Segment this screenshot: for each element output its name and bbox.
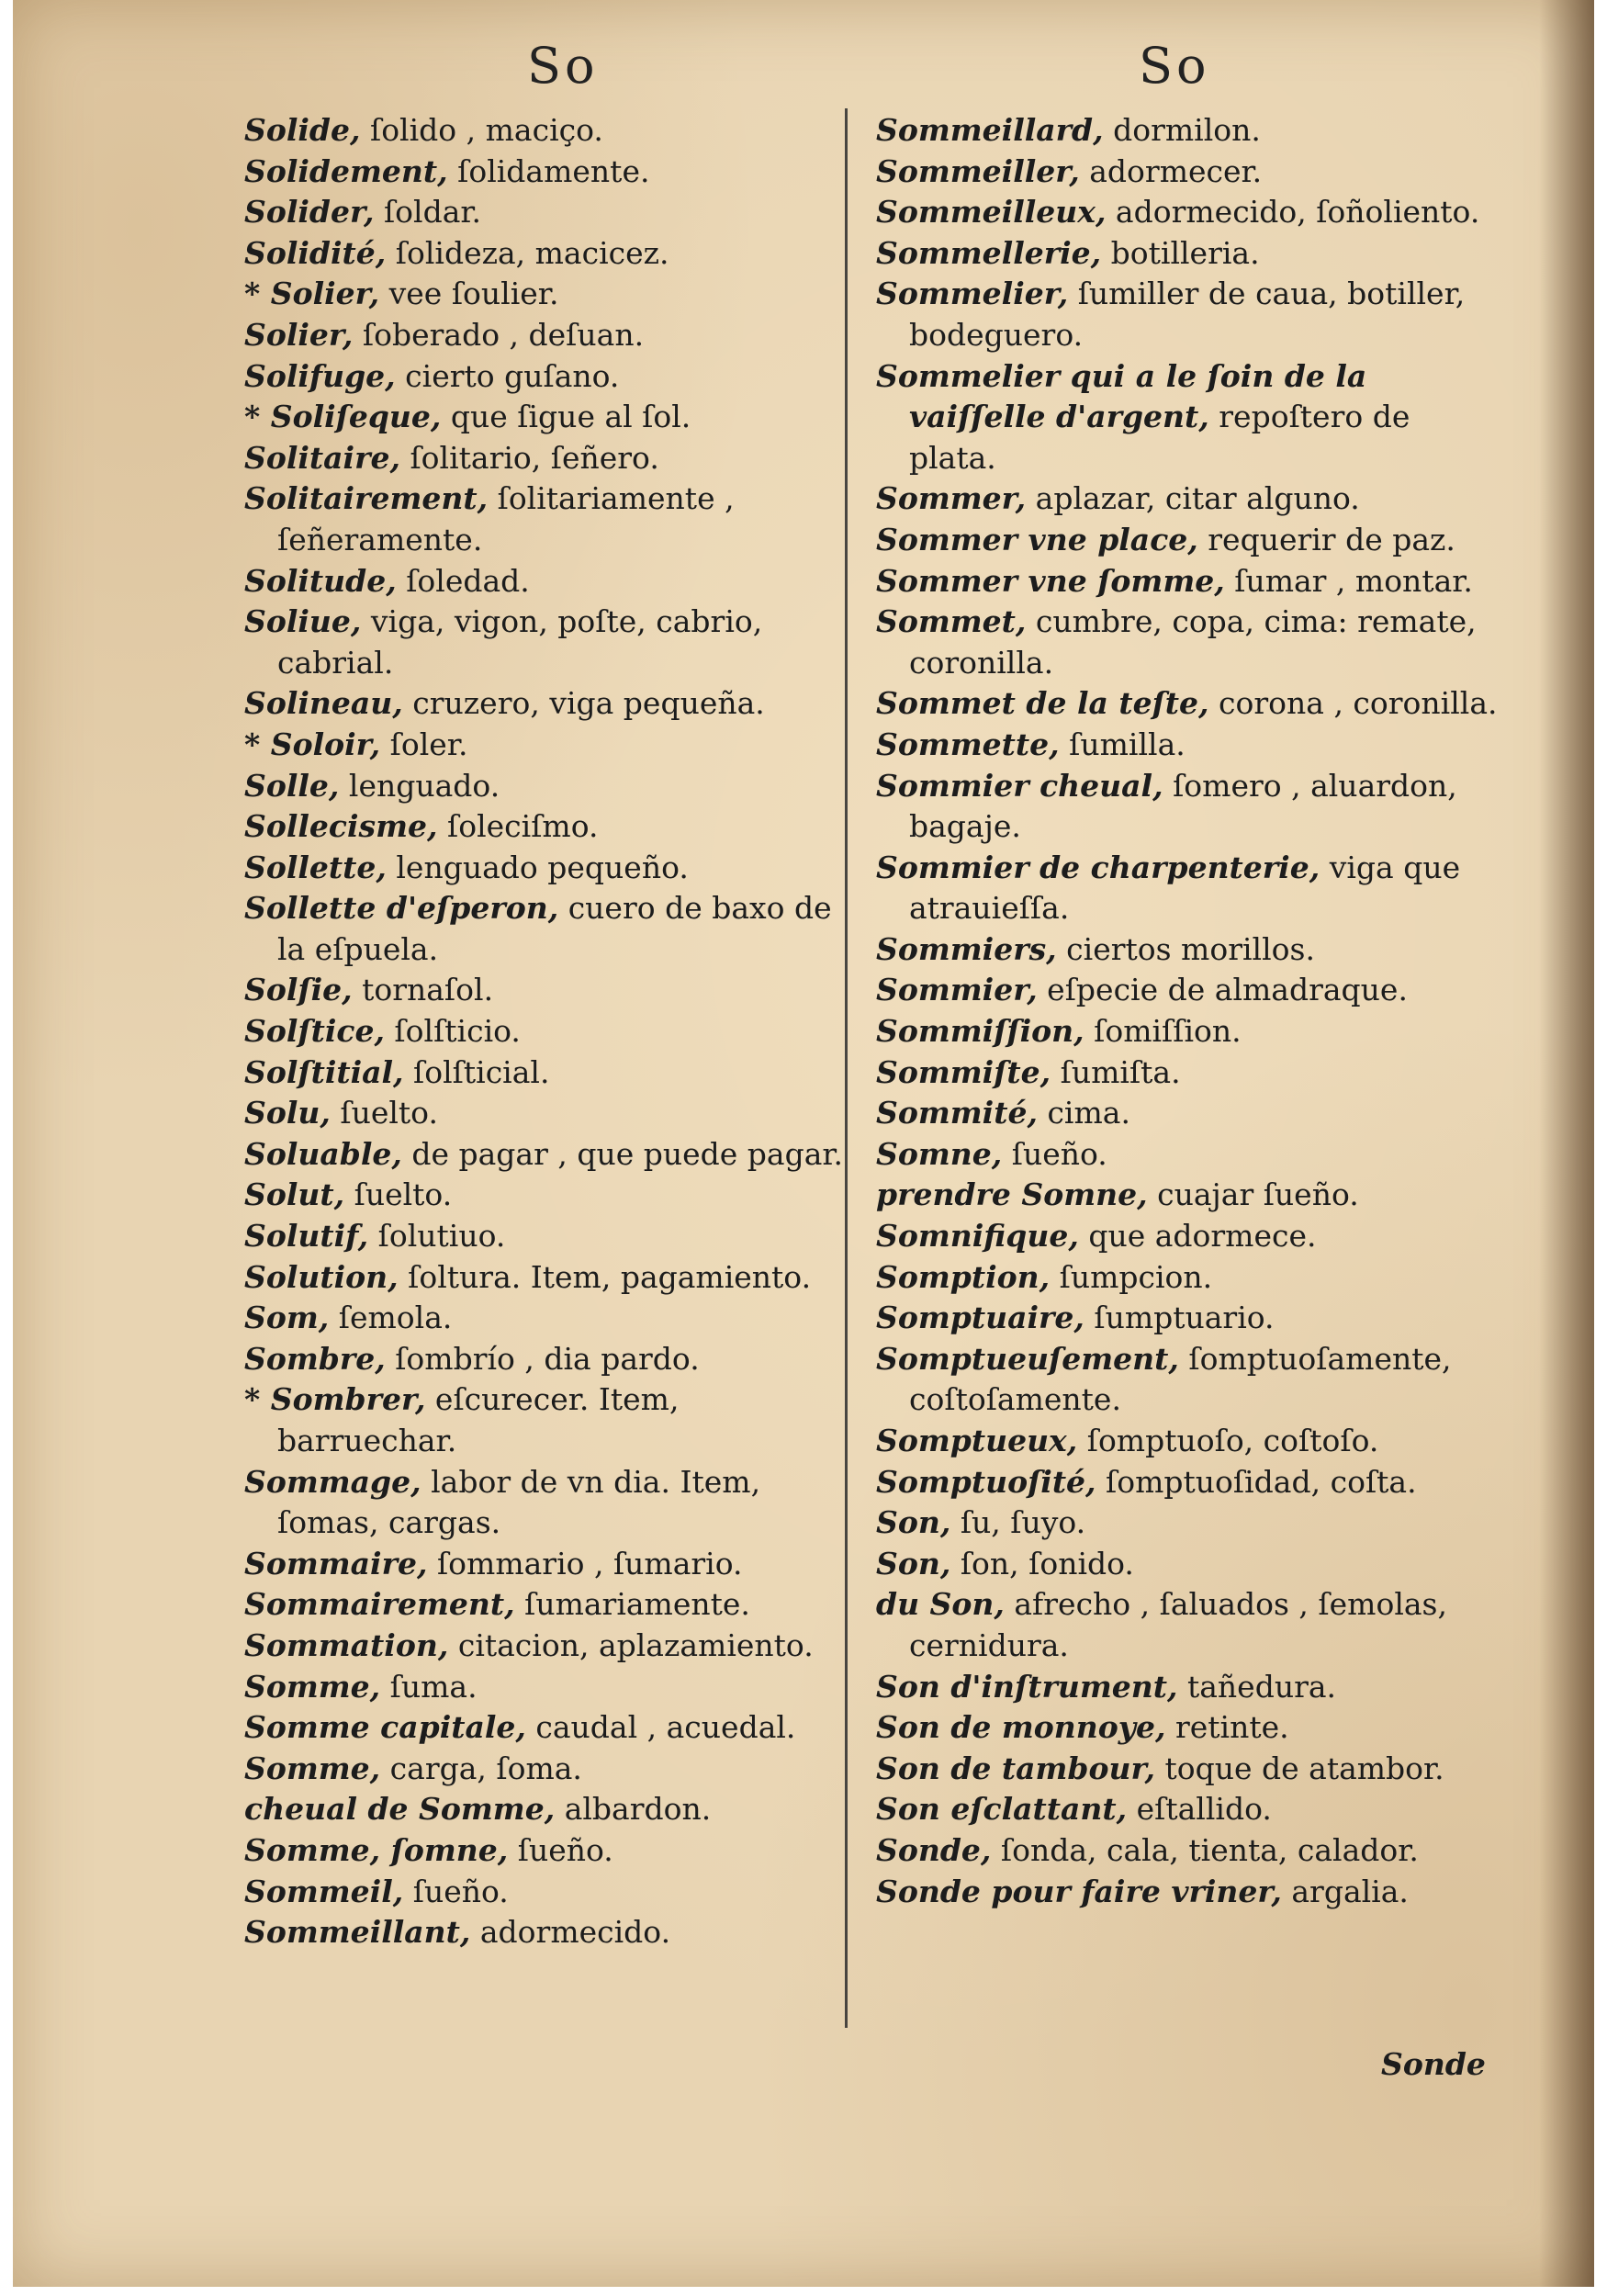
entry-definition: ſolitariamente , ſeñeramente. [277, 480, 735, 557]
dictionary-entry [244, 848, 850, 889]
entry-definition: tañedura. [1177, 1668, 1337, 1705]
entry-definition: ſuelto. [330, 1095, 438, 1131]
entry-headword: Sollecisme, [244, 808, 438, 845]
entry-definition: eſpecie de almadraque. [1037, 972, 1408, 1008]
entry-headword: Son de monnoye, [876, 1709, 1166, 1746]
entry-definition: lenguado. [339, 767, 500, 804]
entry-headword: Solifuge, [244, 357, 396, 394]
dictionary-entry [244, 1052, 850, 1094]
running-head-left: So [527, 37, 599, 95]
entry-definition: ſolutiuo. [368, 1218, 506, 1255]
entry-definition: ſoltura. Item, pagamiento. [398, 1258, 812, 1295]
entry-definition: requerir de paz. [1197, 521, 1455, 557]
dictionary-entry [876, 725, 1500, 766]
entry-headword: Somption, [876, 1258, 1051, 1295]
entry-definition: botilleria. [1101, 234, 1260, 271]
entry-headword: Sommeil, [244, 1873, 404, 1909]
entry-headword: Solitaire, [244, 439, 400, 476]
entry-headword: Sommiſte, [876, 1053, 1051, 1090]
entry-headword: Sommiſſion, [876, 1013, 1084, 1050]
entry-headword: Sommer, [876, 480, 1027, 517]
entry-headword: Son de tambour, [876, 1750, 1155, 1786]
dictionary-entry [876, 1584, 1500, 1666]
entry-definition: ſomptuoſo, coſtoſo. [1077, 1423, 1379, 1458]
dictionary-entry [876, 1298, 1500, 1339]
entry-definition: retinte. [1165, 1709, 1289, 1746]
dictionary-entry [244, 1379, 850, 1461]
entry-definition: ſonda, cala, tienta, calador. [991, 1831, 1419, 1868]
entry-headword: Sollette d'eſperon, [244, 890, 559, 927]
dictionary-entry [876, 1093, 1500, 1134]
dictionary-entry [876, 152, 1500, 193]
entry-headword: Solut, [244, 1176, 345, 1213]
entry-headword: Som, [244, 1300, 330, 1336]
entry-definition: ſommario , ſumario. [427, 1545, 743, 1581]
entry-definition: albardon. [555, 1791, 712, 1828]
entry-definition: ſomptuoſidad, coſta. [1096, 1463, 1417, 1500]
entry-definition: adormecido, ſoñoliento. [1106, 194, 1480, 231]
dictionary-entry [876, 1421, 1500, 1462]
entry-headword: Soliue, [244, 603, 362, 640]
dictionary-entry [876, 1707, 1500, 1749]
entry-headword: Solſtitial, [244, 1053, 404, 1090]
entry-headword: Solutif, [244, 1218, 369, 1255]
dictionary-entry [244, 152, 850, 193]
entry-headword: Sombre, [244, 1340, 386, 1377]
left-column [244, 110, 850, 1953]
entry-headword: Sommellerie, [876, 234, 1102, 271]
entry-definition: aplazar, citar alguno. [1026, 480, 1360, 517]
entry-headword: Solle, [244, 767, 340, 804]
dictionary-entry [876, 602, 1500, 683]
dictionary-entry [876, 233, 1500, 275]
dictionary-entry [876, 520, 1500, 561]
dictionary-entry [244, 1584, 850, 1626]
entry-definition: corona , coronilla. [1208, 685, 1498, 722]
entry-headword: Sommelier qui a le ſoin de la vaiſſelle d'argent, [876, 357, 1367, 435]
dictionary-entry [244, 233, 850, 275]
dictionary-entry [876, 848, 1500, 929]
dictionary-entry [876, 1667, 1500, 1708]
dictionary-entry [244, 397, 850, 438]
entry-headword: Son d'inſtrument, [876, 1668, 1178, 1705]
entry-definition: ſon, ſonido. [950, 1545, 1134, 1581]
dictionary-entry [876, 1175, 1500, 1216]
entry-headword: du Son, [876, 1586, 1005, 1623]
entry-definition: viga, vigon, poſte, cabrio, cabrial. [277, 603, 763, 681]
entry-headword: Sollette, [244, 849, 387, 885]
entry-headword: Somptuoſité, [876, 1463, 1096, 1500]
dictionary-entry [244, 315, 850, 356]
entry-definition: cruzero, viga pequeña. [402, 685, 765, 722]
dictionary-entry [876, 274, 1500, 355]
entry-headword: Sommier cheual, [876, 767, 1163, 804]
dictionary-entry [244, 1093, 850, 1134]
dictionary-entry [244, 110, 850, 152]
dictionary-entry [876, 1544, 1500, 1585]
entry-definition: ſumpcion. [1050, 1258, 1213, 1295]
dictionary-entry [876, 929, 1500, 971]
entry-definition: ciertos morillos. [1056, 930, 1315, 967]
catchword: Sonde [1381, 2046, 1486, 2082]
entry-definition: ſumariamente. [514, 1586, 750, 1623]
entry-headword: Somptueux, [876, 1423, 1078, 1458]
entry-definition: cumbre, copa, cima: remate, coronilla. [909, 603, 1477, 681]
entry-headword: Solineau, [244, 685, 403, 722]
entry-headword: Sommeillant, [244, 1914, 471, 1951]
entry-headword: Solider, [244, 194, 375, 231]
book-page [13, 0, 1594, 2287]
dictionary-entry [876, 1749, 1500, 1790]
entry-definition: ſolitario, ſeñero. [399, 439, 659, 476]
dictionary-entry [244, 561, 850, 602]
dictionary-entry [244, 683, 850, 725]
entry-definition: ſumilla. [1059, 726, 1186, 762]
entry-definition: ſumiſta. [1051, 1053, 1181, 1090]
dictionary-entry [876, 1462, 1500, 1503]
entry-headword: Sommité, [876, 1095, 1038, 1131]
entry-headword: Solier, [244, 316, 354, 353]
entry-headword: Sommet de la teſte, [876, 685, 1209, 722]
dictionary-entry [244, 766, 850, 807]
entry-headword: Son, [876, 1504, 951, 1541]
entry-headword: Somme capitale, [244, 1709, 526, 1746]
entry-definition: adormecido. [470, 1914, 671, 1951]
entry-headword: Solitairement, [244, 480, 489, 517]
dictionary-entry [244, 438, 850, 479]
entry-headword: Sommet, [876, 603, 1027, 640]
entry-definition: carga, ſoma. [380, 1750, 582, 1786]
entry-definition: ſumiller de caua, botiller, bodeguero. [909, 276, 1466, 353]
entry-headword: Solidité, [244, 234, 387, 271]
dictionary-entry [876, 1830, 1500, 1872]
entry-headword: Sommeillard, [876, 112, 1104, 148]
entry-definition: dormilon. [1103, 112, 1261, 148]
entry-definition: labor de vn dia. Item, ſomas, cargas. [277, 1463, 761, 1541]
entry-definition: ſuelto. [344, 1176, 453, 1213]
entry-headword: Son, [876, 1545, 951, 1581]
entry-headword: Solide, [244, 112, 361, 148]
dictionary-entry [876, 1503, 1500, 1544]
dictionary-entry [876, 192, 1500, 233]
entry-headword: Sommette, [876, 726, 1060, 762]
dictionary-entry [244, 1667, 850, 1708]
entry-definition: ſemola. [329, 1300, 453, 1336]
dictionary-entry [876, 683, 1500, 725]
entry-definition: repoſtero de plata. [909, 399, 1410, 476]
entry-headword: * Solier, [244, 276, 380, 312]
right-column [876, 110, 1500, 1912]
dictionary-entry [876, 1789, 1500, 1830]
entry-headword: Sommaire, [244, 1545, 428, 1581]
entry-headword: Soluable, [244, 1135, 402, 1172]
entry-headword: Sommelier, [876, 276, 1069, 312]
dictionary-entry [244, 1789, 850, 1830]
entry-definition: vee ſoulier. [379, 276, 559, 312]
entry-definition: afrecho , ſaluados , ſemolas, cernidura. [909, 1586, 1447, 1663]
entry-headword: Somme, [244, 1750, 381, 1786]
entry-definition: tornaſol. [352, 972, 494, 1008]
dictionary-entry [244, 1626, 850, 1667]
entry-headword: cheual de Somme, [244, 1791, 556, 1828]
entry-definition: ſolido , maciço. [360, 112, 603, 148]
entry-headword: Sommier de charpenterie, [876, 849, 1320, 885]
entry-headword: Sommage, [244, 1463, 421, 1500]
entry-definition: ſueño. [508, 1831, 613, 1868]
entry-headword: Sommer vne place, [876, 521, 1198, 557]
entry-headword: Sommeilleux, [876, 194, 1107, 231]
dictionary-entry [876, 1257, 1500, 1299]
entry-definition: ſueño. [1002, 1135, 1107, 1172]
entry-definition: ſoledad. [396, 562, 530, 599]
entry-definition: ſumptuario. [1084, 1300, 1275, 1336]
dictionary-entry [244, 1749, 850, 1790]
entry-definition: ſolſticial. [403, 1053, 550, 1090]
entry-headword: * Soloir, [244, 726, 381, 762]
dictionary-entry [876, 1216, 1500, 1257]
entry-headword: prendre Somne, [876, 1176, 1148, 1213]
entry-definition: viga que atrauieſſa. [909, 849, 1461, 927]
entry-definition: ſu, ſuyo. [950, 1504, 1086, 1541]
dictionary-entry [244, 1216, 850, 1257]
entry-definition: cierto guſano. [395, 357, 620, 394]
entry-definition: ſomptuoſamente, coſtoſamente. [909, 1340, 1452, 1418]
entry-definition: que adormece. [1078, 1218, 1317, 1255]
entry-headword: * Sombrer, [244, 1381, 426, 1418]
dictionary-entry [244, 1175, 850, 1216]
dictionary-entry [244, 192, 850, 233]
entry-headword: Sommiers, [876, 930, 1057, 967]
entry-definition: ſoberado , deſuan. [353, 316, 645, 353]
entry-definition: ſoldar. [374, 194, 482, 231]
entry-headword: Somnifique, [876, 1218, 1079, 1255]
dictionary-entry [244, 602, 850, 683]
entry-definition: ſolſticio. [384, 1013, 521, 1050]
dictionary-entry [244, 478, 850, 560]
entry-definition: lenguado pequeño. [386, 849, 689, 885]
entry-headword: * Soliſeque, [244, 399, 442, 435]
entry-headword: Sommairement, [244, 1586, 515, 1623]
entry-definition: ſombrío , dia pardo. [385, 1340, 700, 1377]
entry-definition: ſolidamente. [447, 152, 650, 189]
dictionary-entry [244, 1872, 850, 1913]
dictionary-entry [244, 1462, 850, 1544]
entry-definition: ſoler. [380, 726, 468, 762]
entry-headword: Somptueuſement, [876, 1340, 1179, 1377]
entry-definition: eſcurecer. Item, barruechar. [277, 1381, 680, 1458]
entry-headword: Sommier, [876, 972, 1038, 1008]
entry-headword: Son eſclattant, [876, 1791, 1128, 1828]
dictionary-entry [244, 725, 850, 766]
dictionary-entry [244, 1134, 850, 1176]
entry-definition: cuero de baxo de la eſpuela. [277, 890, 832, 967]
dictionary-entry [244, 1257, 850, 1299]
entry-headword: Sonde pour faire vriner, [876, 1873, 1282, 1909]
dictionary-entry [244, 806, 850, 848]
dictionary-entry [876, 1011, 1500, 1052]
dictionary-entry [244, 1298, 850, 1339]
dictionary-entry [876, 1339, 1500, 1421]
entry-definition: cuajar ſueño. [1147, 1176, 1359, 1213]
running-head-right: So [1139, 37, 1210, 95]
dictionary-entry [876, 478, 1500, 520]
dictionary-entry [244, 1011, 850, 1052]
entry-definition: ſumar , montar. [1224, 562, 1473, 599]
dictionary-entry [244, 970, 850, 1011]
entry-headword: Sommer vne ſomme, [876, 562, 1225, 599]
entry-headword: Solſtice, [244, 1013, 385, 1050]
dictionary-entry [876, 110, 1500, 152]
entry-headword: Somme, [244, 1668, 381, 1705]
entry-headword: Solu, [244, 1095, 331, 1131]
entry-definition: eſtallido. [1127, 1791, 1272, 1828]
entry-definition: ſolideza, macicez. [386, 234, 669, 271]
entry-headword: Solſie, [244, 972, 353, 1008]
entry-definition: ſuma. [380, 1668, 478, 1705]
entry-definition: toque de atambor. [1154, 1750, 1444, 1786]
dictionary-entry [244, 1339, 850, 1380]
dictionary-entry [244, 1707, 850, 1749]
dictionary-entry [244, 274, 850, 315]
entry-definition: ſueño. [403, 1873, 509, 1909]
entry-definition: caudal , acuedal. [525, 1709, 796, 1746]
entry-definition: ſoleciſmo. [437, 808, 599, 845]
dictionary-entry [244, 888, 850, 970]
entry-definition: argalia. [1281, 1873, 1409, 1909]
entry-headword: Sommation, [244, 1626, 449, 1663]
entry-definition: cima. [1037, 1095, 1130, 1131]
entry-headword: Solidement, [244, 152, 448, 189]
dictionary-entry [876, 1872, 1500, 1913]
dictionary-entry [876, 1052, 1500, 1094]
entry-headword: Sommeiller, [876, 152, 1080, 189]
page-edge-shadow [1539, 0, 1594, 2287]
dictionary-entry [876, 1134, 1500, 1176]
entry-definition: citacion, aplazamiento. [448, 1626, 814, 1663]
entry-definition: que ſigue al ſol. [441, 399, 691, 435]
entry-definition: ſomiſſion. [1084, 1013, 1242, 1050]
entry-definition: ſomero , aluardon, bagaje. [909, 767, 1457, 845]
entry-headword: Sonde, [876, 1831, 992, 1868]
dictionary-entry [244, 1912, 850, 1953]
entry-definition: adormecer. [1079, 152, 1263, 189]
dictionary-entry [244, 1544, 850, 1585]
entry-headword: Solitude, [244, 562, 397, 599]
dictionary-entry [876, 561, 1500, 602]
entry-headword: Solution, [244, 1258, 399, 1295]
dictionary-entry [244, 356, 850, 398]
dictionary-entry [876, 356, 1500, 479]
dictionary-entry [244, 1830, 850, 1872]
entry-definition: de pagar , que puede pagar. [401, 1135, 844, 1172]
entry-headword: Somne, [876, 1135, 1003, 1172]
dictionary-entry [876, 766, 1500, 848]
entry-headword: Somptuaire, [876, 1300, 1084, 1336]
dictionary-entry [876, 970, 1500, 1011]
entry-headword: Somme, ſomne, [244, 1831, 509, 1868]
